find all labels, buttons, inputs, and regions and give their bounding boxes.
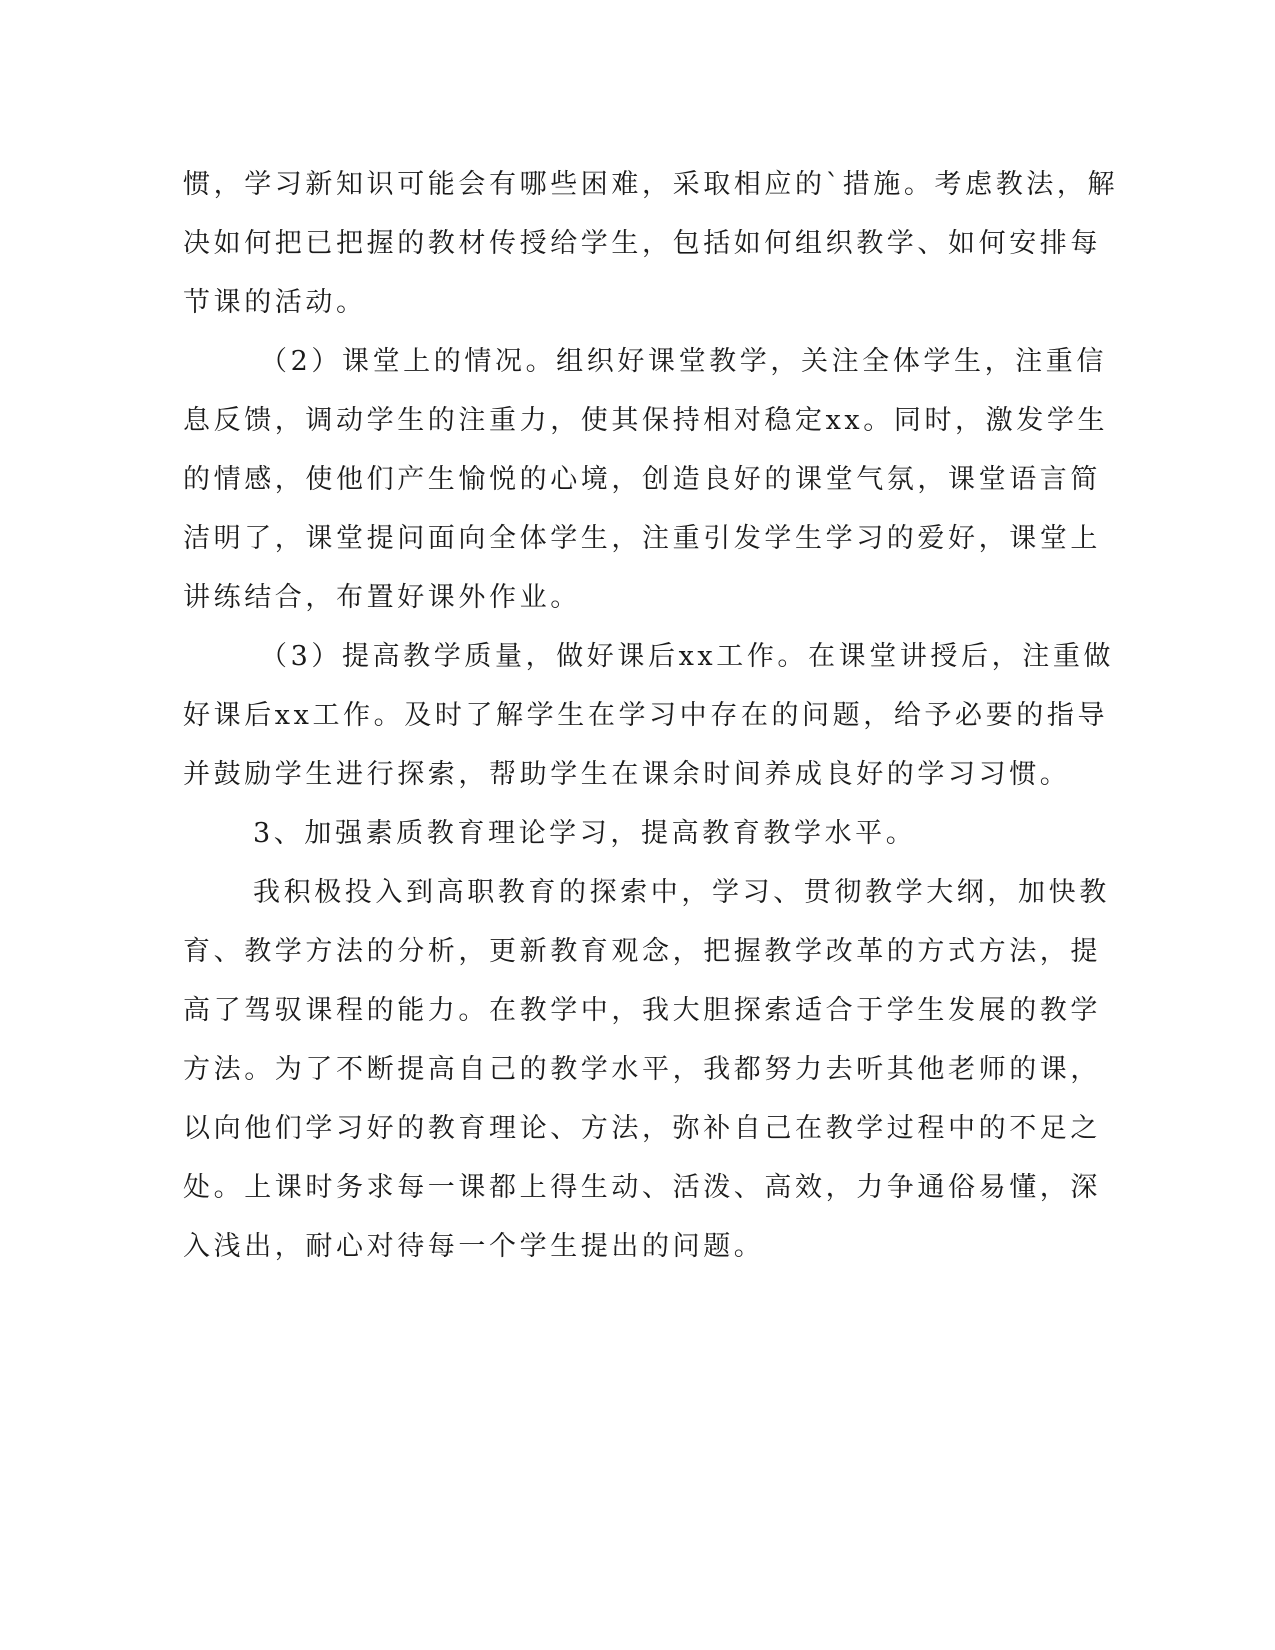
text-line: 息反馈，调动学生的注重力，使其保持相对稳定xx。同时，激发学生 bbox=[183, 405, 1109, 436]
text-line: 洁明了，课堂提问面向全体学生，注重引发学生学习的爱好，课堂上 bbox=[183, 523, 1101, 554]
paragraph-3-start: （3）提高教学质量，做好课后xx工作。在课堂讲授后，注重做 bbox=[260, 641, 1115, 672]
text-line: 入浅出，耐心对待每一个学生提出的问题。 bbox=[183, 1231, 765, 1262]
section-heading: 3、加强素质教育理论学习，提高教育教学水平。 bbox=[253, 818, 917, 849]
text-line: 讲练结合，布置好课外作业。 bbox=[183, 582, 581, 613]
text-line: 并鼓励学生进行探索，帮助学生在课余时间养成良好的学习习惯。 bbox=[183, 759, 1071, 790]
text-line: 惯，学习新知识可能会有哪些困难，采取相应的`措施。考虑教法，解 bbox=[183, 169, 1119, 200]
text-line: 方法。为了不断提高自己的教学水平，我都努力去听其他老师的课， bbox=[183, 1054, 1101, 1085]
text-line: 的情感，使他们产生愉悦的心境，创造良好的课堂气氛，课堂语言简 bbox=[183, 464, 1101, 495]
text-line: 处。上课时务求每一课都上得生动、活泼、高效，力争通俗易懂，深 bbox=[183, 1172, 1101, 1203]
text-line: 好课后xx工作。及时了解学生在学习中存在的问题，给予必要的指导 bbox=[183, 700, 1109, 731]
paragraph-start: 我积极投入到高职教育的探索中，学习、贯彻教学大纲，加快教 bbox=[253, 877, 1110, 908]
text-line: 高了驾驭课程的能力。在教学中，我大胆探索适合于学生发展的教学 bbox=[183, 995, 1101, 1026]
paragraph-2-start: （2）课堂上的情况。组织好课堂教学，关注全体学生，注重信 bbox=[260, 346, 1107, 377]
text-line: 节课的活动。 bbox=[183, 287, 367, 318]
text-line: 决如何把已把握的教材传授给学生，包括如何组织教学、如何安排每 bbox=[183, 228, 1101, 259]
document-body bbox=[183, 155, 1119, 1276]
text-line: 育、教学方法的分析，更新教育观念，把握教学改革的方式方法，提 bbox=[183, 936, 1101, 967]
text-line: 以向他们学习好的教育理论、方法，弥补自己在教学过程中的不足之 bbox=[183, 1113, 1101, 1144]
